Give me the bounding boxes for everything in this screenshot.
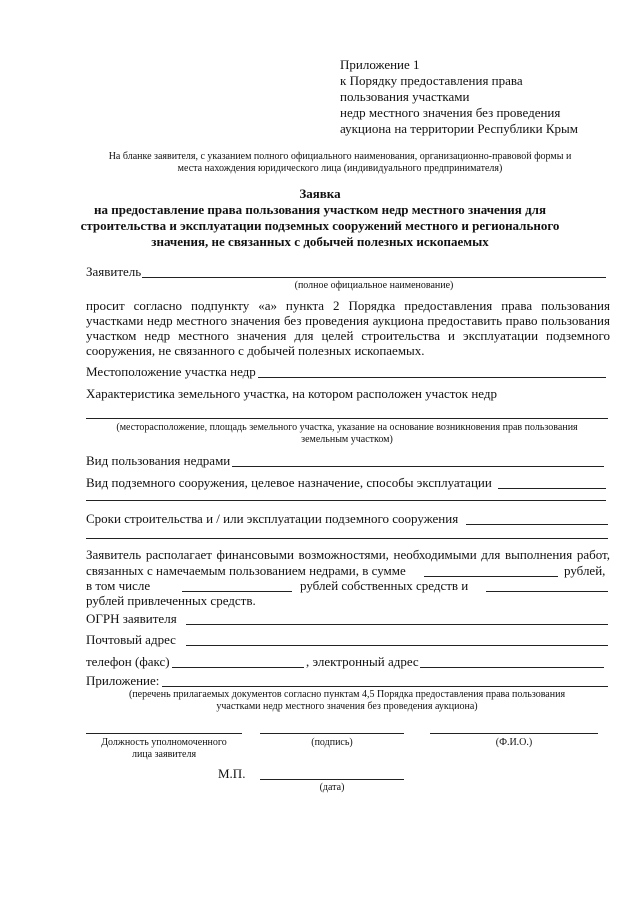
applicant-hint: (полное официальное наименование) (294, 280, 454, 291)
appendix-line: недр местного значения без проведения (340, 105, 561, 120)
fio-caption: (Ф.И.О.) (495, 737, 533, 748)
ogrn-label: ОГРН заявителя (86, 611, 177, 626)
appendix-line: аукциона на территории Республики Крым (340, 121, 578, 136)
land-char-field[interactable] (86, 418, 608, 419)
finance-line2a: связанных с намечаемым пользованием недрами, в сумме (86, 563, 406, 578)
request-line: сооружения, не связанного с добычей полезных ископаемых. (86, 343, 425, 358)
title-heading: Заявка (299, 186, 341, 201)
title-line: строительства и эксплуатации подземных сооружений местного и регионального (80, 218, 560, 233)
phone-field[interactable] (172, 667, 304, 668)
position-caption: Должность уполномоченного (101, 737, 227, 748)
sign-field[interactable] (260, 733, 404, 734)
fio-field[interactable] (430, 733, 598, 734)
structure-type-label: Вид подземного сооружения, целевое назначение, способы эксплуатации (86, 475, 492, 490)
appendix-line: Приложение 1 (340, 57, 420, 72)
location-label: Местоположение участка недр (86, 364, 256, 379)
position-caption2: лица заявителя (131, 749, 197, 760)
finance-line1: Заявитель располагает финансовыми возможностями, необходимыми для выполнения работ, (86, 547, 610, 562)
postal-label: Почтовый адрес (86, 632, 176, 647)
email-label: , электронный адрес (306, 654, 419, 669)
phone-label: телефон (факс) (86, 654, 170, 669)
title-line: на предоставление права пользования участком недр местного значения для (94, 202, 546, 217)
sign-caption: (подпись) (311, 737, 353, 748)
finance-own-field[interactable] (182, 591, 292, 592)
attachment-hint: участками недр местного значения без проведения аукциона) (216, 701, 478, 712)
finance-line4: рублей привлеченных средств. (86, 593, 256, 608)
request-line: участком недр местного значения для целей строительства и эксплуатации подземного (86, 328, 610, 343)
land-char-label: Характеристика земельного участка, на котором расположен участок недр (86, 386, 498, 401)
request-line: просит согласно подпункту «а» пункта 2 Порядка предоставления права пользования (86, 298, 610, 313)
structure-type-field[interactable] (498, 488, 606, 489)
structure-type-field2[interactable] (86, 500, 606, 501)
postal-field[interactable] (186, 645, 608, 646)
finance-sum-field[interactable] (424, 576, 558, 577)
request-line: участками недр местного значения без проведения аукциона предоставить право пользования (86, 313, 610, 328)
finance-line3b: рублей собственных средств и (300, 578, 469, 593)
stamp-place: М.П. (218, 766, 246, 781)
appendix-line: к Порядку предоставления права (340, 73, 523, 88)
applicant-label: Заявитель (86, 264, 142, 279)
ogrn-field[interactable] (186, 624, 608, 625)
applicant-field[interactable] (142, 277, 606, 278)
usage-type-label: Вид пользования недрами (86, 453, 231, 468)
land-char-hint: (месторасположение, площадь земельного участка, указание на основание возникновения прав пользования (116, 422, 578, 433)
finance-line3a: в том числе (86, 578, 151, 593)
finance-line2b: рублей, (564, 563, 606, 578)
location-field[interactable] (258, 377, 606, 378)
attachment-label: Приложение: (86, 673, 160, 688)
position-field[interactable] (86, 733, 242, 734)
land-char-hint: земельным участком) (301, 434, 393, 445)
terms-label: Сроки строительства и / или эксплуатации подземного сооружения (86, 511, 459, 526)
blank-note-line2: места нахождения юридического лица (индивидуального предпринимателя) (177, 163, 503, 174)
email-field[interactable] (420, 667, 604, 668)
usage-type-field[interactable] (232, 466, 604, 467)
terms-field[interactable] (466, 524, 608, 525)
date-caption: (дата) (319, 782, 345, 793)
terms-field2[interactable] (86, 538, 608, 539)
finance-attracted-field[interactable] (486, 591, 608, 592)
appendix-line: пользования участками (340, 89, 470, 104)
date-field[interactable] (260, 779, 404, 780)
title-line: значения, не связанных с добычей полезных ископаемых (151, 234, 489, 249)
attachment-hint: (перечень прилагаемых документов согласно пунктам 4,5 Порядка предоставления права пользования (128, 689, 566, 700)
attachment-field[interactable] (162, 686, 608, 687)
blank-note-line1: На бланке заявителя, с указанием полного официального наименования, организационно-правовой формы и (108, 151, 572, 162)
